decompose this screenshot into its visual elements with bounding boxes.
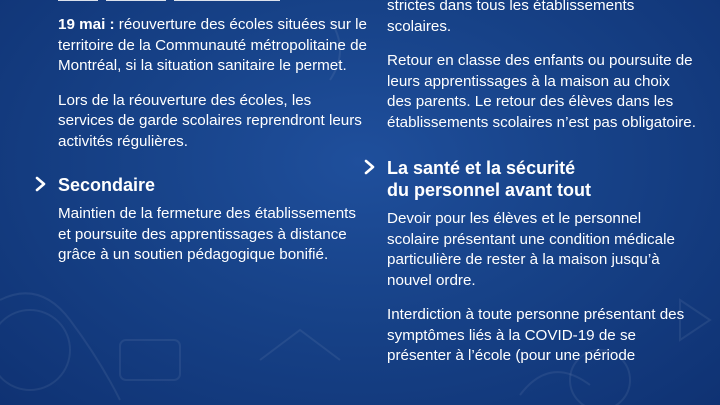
date-label: 19 mai : xyxy=(58,16,115,33)
paragraph-secondaire: Maintien de la fermeture des établissements et poursuite des apprentissages à distance grâce à un soutien pédagogique bonifié. xyxy=(58,205,356,263)
paragraph-symptoms: Interdiction à toute personne présentant des symptômes liés à la COVID-19 de se présenter à l’école (pour une période xyxy=(387,306,685,364)
paragraph-medical: Devoir pour les élèves et le personnel scolaire présentant une condition médicale particulière de rester à la maison jusqu’à nouvel ordre. xyxy=(387,210,675,289)
paragraph-daycare: Lors de la réouverture des écoles, les services de garde scolaires reprendront leurs activités régulières. xyxy=(58,91,362,150)
heading-line-2: du personnel avant tout xyxy=(387,180,592,200)
chevron-right-icon xyxy=(363,157,377,177)
paragraph-reopening xyxy=(58,15,368,77)
heading-secondaire xyxy=(58,174,368,196)
reopening-text: réouverture des écoles situées sur le territoire de la Communauté métropolitaine de Montréal, si la situation sanitaire le permet. xyxy=(58,16,367,74)
heading-health-safety xyxy=(387,157,697,201)
paragraph-strict: strictes dans tous les établissements scolaires. xyxy=(387,0,635,35)
right-column xyxy=(387,0,697,381)
left-column xyxy=(58,15,368,280)
chevron-right-icon xyxy=(34,174,48,194)
heading-line-1: La santé et la sécurité xyxy=(387,158,576,178)
paragraph-return: Retour en classe des enfants ou poursuite de leurs apprentissages à la maison au choix des parents. Le retour des élèves dans les établissements scolaires n’est pas obligatoire. xyxy=(387,52,696,131)
heading-text: Secondaire xyxy=(58,175,156,195)
cut-off-text-fragment xyxy=(58,0,288,5)
